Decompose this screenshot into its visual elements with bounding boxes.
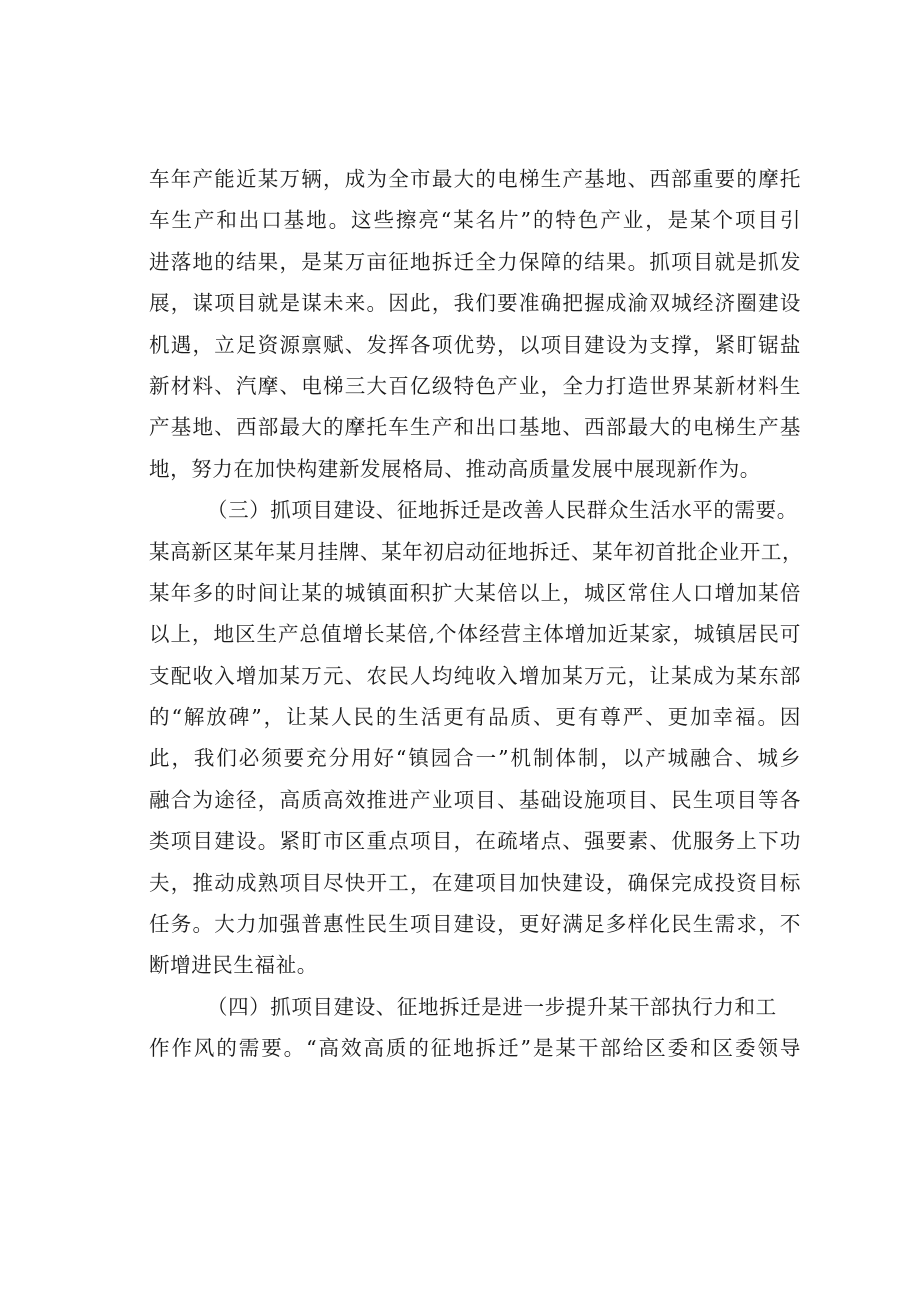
- text-line: 任务。大力加强普惠性民生项目建设，更好满足多样化民生需求，不: [149, 912, 801, 937]
- text-line: 车年产能近某万辆，成为全市最大的电梯生产基地、西部重要的摩托: [149, 167, 801, 191]
- text-line: 机遇，立足资源禀赋、发挥各项优势，以项目建设为支撑，紧盯锯盐: [149, 332, 801, 357]
- text-line: 新材料、汽摩、电梯三大百亿级特色产业，全力打造世界某新材料生: [149, 373, 801, 398]
- text-line: 展，谋项目就是谋未来。因此，我们要准确把握成渝双城经济圈建设: [149, 291, 801, 316]
- text-line: 以上，地区生产总值增长某倍,个体经营主体增加近某家，城镇居民可: [149, 622, 801, 647]
- section-heading-line: （三）抓项目建设、征地拆迁是改善人民群众生活水平的需要。: [207, 498, 798, 523]
- text-line: 支配收入增加某万元、农民人均纯收入增加某万元，让某成为某东部: [149, 663, 801, 688]
- text-line: 作作风的需要。“高效高质的征地拆迁”是某干部给区委和区委领导: [149, 1036, 801, 1061]
- text-line: 类项目建设。紧盯市区重点项目，在疏堵点、强要素、优服务上下功: [149, 829, 801, 854]
- text-line: 车生产和出口基地。这些擦亮“某名片”的特色产业，是某个项目引: [149, 208, 801, 233]
- text-line: 此，我们必须要充分用好“镇园合一”机制体制，以产城融合、城乡: [149, 746, 801, 771]
- text-line: 融合为途径，高质高效推进产业项目、基础设施项目、民生项目等各: [149, 787, 801, 812]
- text-line: 断增进民生福祉。: [149, 953, 318, 978]
- section-heading-line: （四）抓项目建设、征地拆迁是进一步提升某干部执行力和工: [207, 994, 777, 1019]
- text-line: 进落地的结果，是某万亩征地拆迁全力保障的结果。抓项目就是抓发: [149, 249, 801, 274]
- text-line: 产基地、西部最大的摩托车生产和出口基地、西部最大的电梯生产基: [149, 415, 801, 440]
- text-line: 夫，推动成熟项目尽快开工，在建项目加快建设，确保完成投资目标: [149, 870, 801, 895]
- document-body: [149, 159, 804, 1070]
- text-line: 某年多的时间让某的城镇面积扩大某倍以上，城区常住人口增加某倍: [149, 580, 801, 605]
- text-line: 的“解放碑”，让某人民的生活更有品质、更有尊严、更加幸福。因: [149, 705, 801, 730]
- text-line: 地，努力在加快构建新发展格局、推动高质量发展中展现新作为。: [149, 456, 761, 481]
- text-line: 某高新区某年某月挂牌、某年初启动征地拆迁、某年初首批企业开工，: [149, 539, 804, 564]
